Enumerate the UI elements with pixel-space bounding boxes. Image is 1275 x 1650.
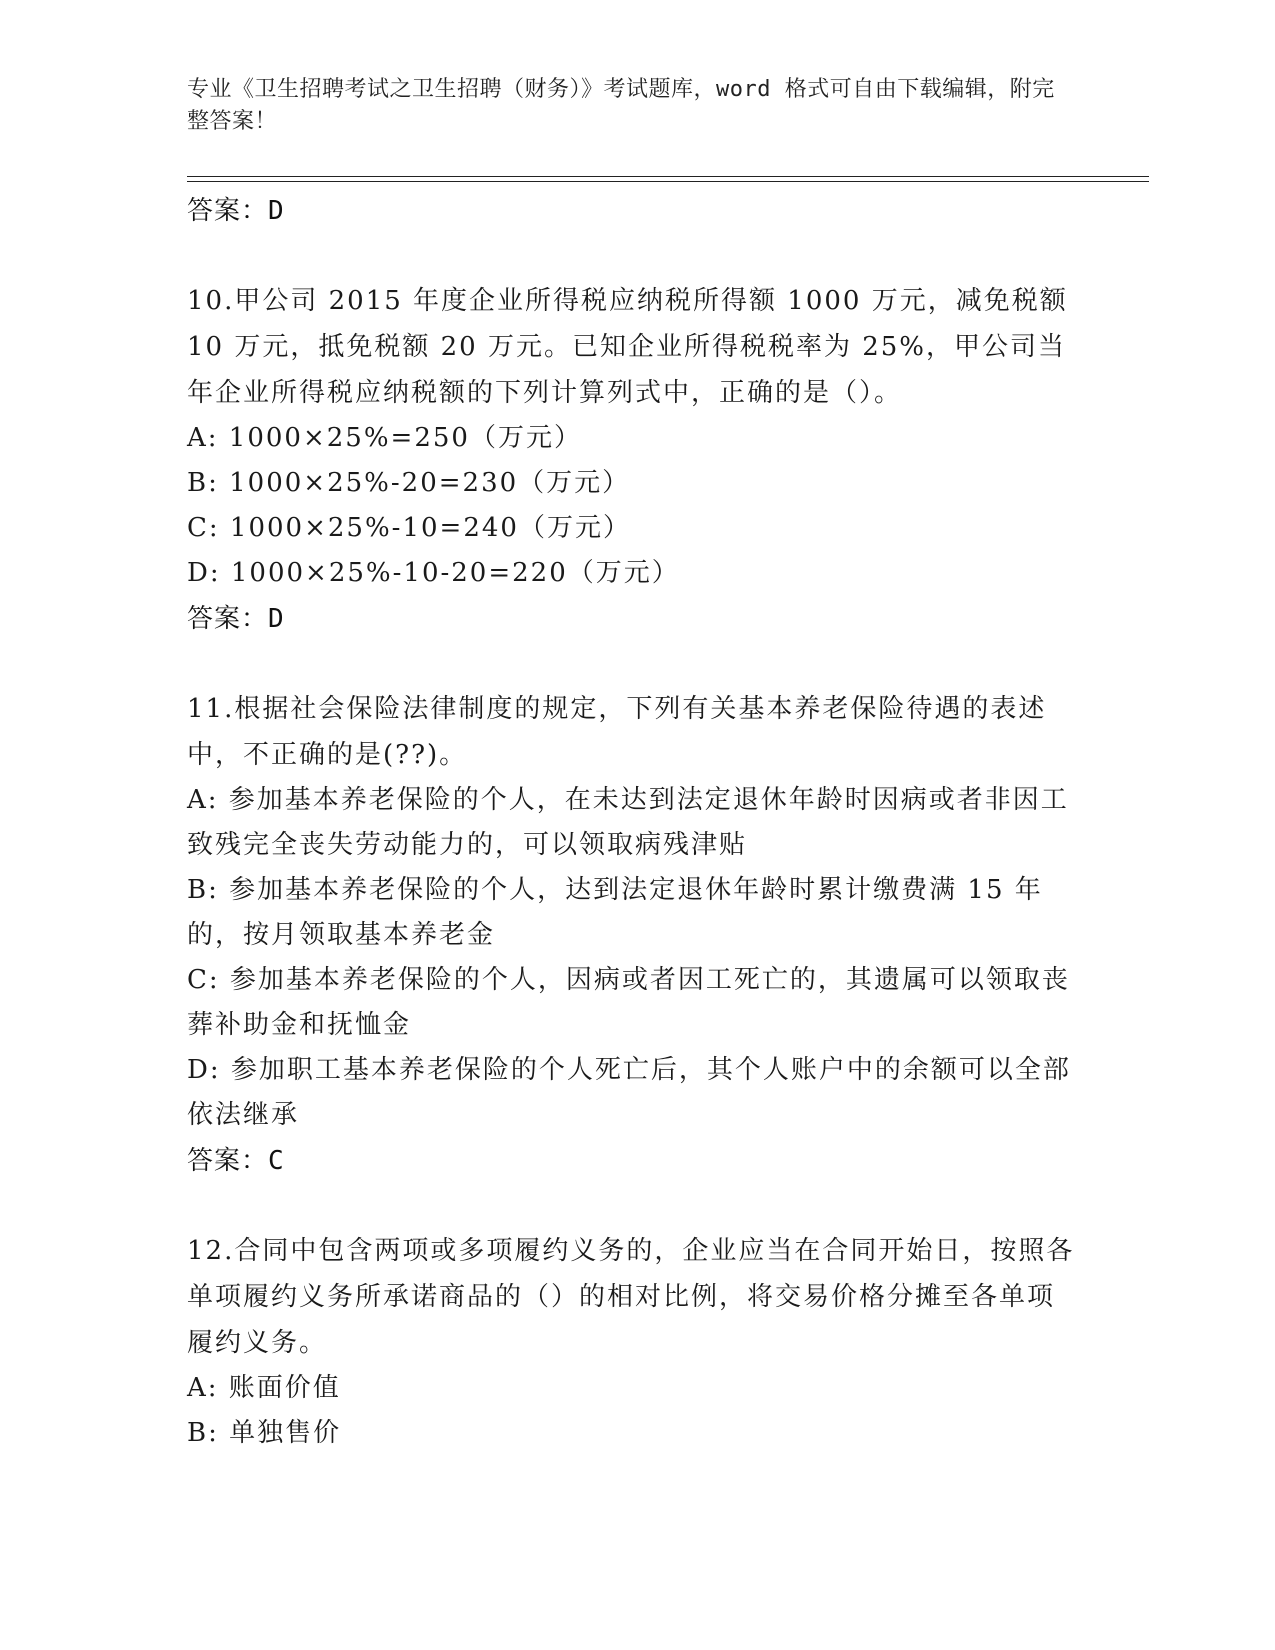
option-d: D: 1000×25%-10-20=220（万元） (187, 558, 680, 588)
question-text: 12.合同中包含两项或多项履约义务的，企业应当在合同开始日，按照各单项履约义务所承诺商品的（）的相对比例，将交易价格分摊至各单项履约义务。 (187, 1236, 1075, 1358)
header-divider (187, 176, 1149, 177)
answer-line (187, 1138, 1077, 1184)
question-11 (187, 686, 1077, 1184)
header-divider-secondary (187, 181, 1149, 182)
document-header (187, 74, 1077, 138)
answer-value: D (268, 604, 285, 634)
answer-label: 答案： (187, 1146, 269, 1176)
answer-label: 答案： (187, 196, 269, 226)
header-text: 专业《卫生招聘考试之卫生招聘（财务）》考试题库，word 格式可自由下载编辑，附完整答案！ (187, 77, 1055, 134)
question-10 (187, 278, 1077, 642)
option-c: C: 参加基本养老保险的个人，因病或者因工死亡的，其遗属可以领取丧葬补助金和抚恤金 (187, 965, 1070, 1040)
answer-value: D (268, 196, 285, 226)
answer-value: C (268, 1146, 285, 1176)
answer-label: 答案： (187, 604, 269, 634)
option-a: A: 1000×25%=250（万元） (187, 423, 582, 453)
document-body (187, 188, 1077, 1456)
option-c: C: 1000×25%-10=240（万元） (187, 513, 631, 543)
option-a: A: 参加基本养老保险的个人，在未达到法定退休年龄时因病或者非因工致残完全丧失劳动能力的，可以领取病残津贴 (187, 785, 1069, 860)
answer-line (187, 596, 1077, 642)
option-b: B: 单独售价 (187, 1418, 342, 1448)
question-text: 11.根据社会保险法律制度的规定，下列有关基本养老保险待遇的表述中，不正确的是(??)。 (187, 694, 1047, 770)
question-12 (187, 1228, 1077, 1456)
option-b: B: 参加基本养老保险的个人，达到法定退休年龄时累计缴费满 15 年的，按月领取基本养老金 (187, 875, 1043, 950)
question-text: 10.甲公司 2015 年度企业所得税应纳税所得额 1000 万元，减免税额 10 万元，抵免税额 20 万元。已知企业所得税税率为 25%，甲公司当年企业所得税应纳税额的下列计算列式中，正确的是（）。 (187, 286, 1068, 408)
option-a: A: 账面价值 (187, 1373, 341, 1403)
answer-line (187, 188, 1077, 234)
option-b: B: 1000×25%-20=230（万元） (187, 468, 631, 498)
option-d: D: 参加职工基本养老保险的个人死亡后，其个人账户中的余额可以全部依法继承 (187, 1055, 1071, 1130)
